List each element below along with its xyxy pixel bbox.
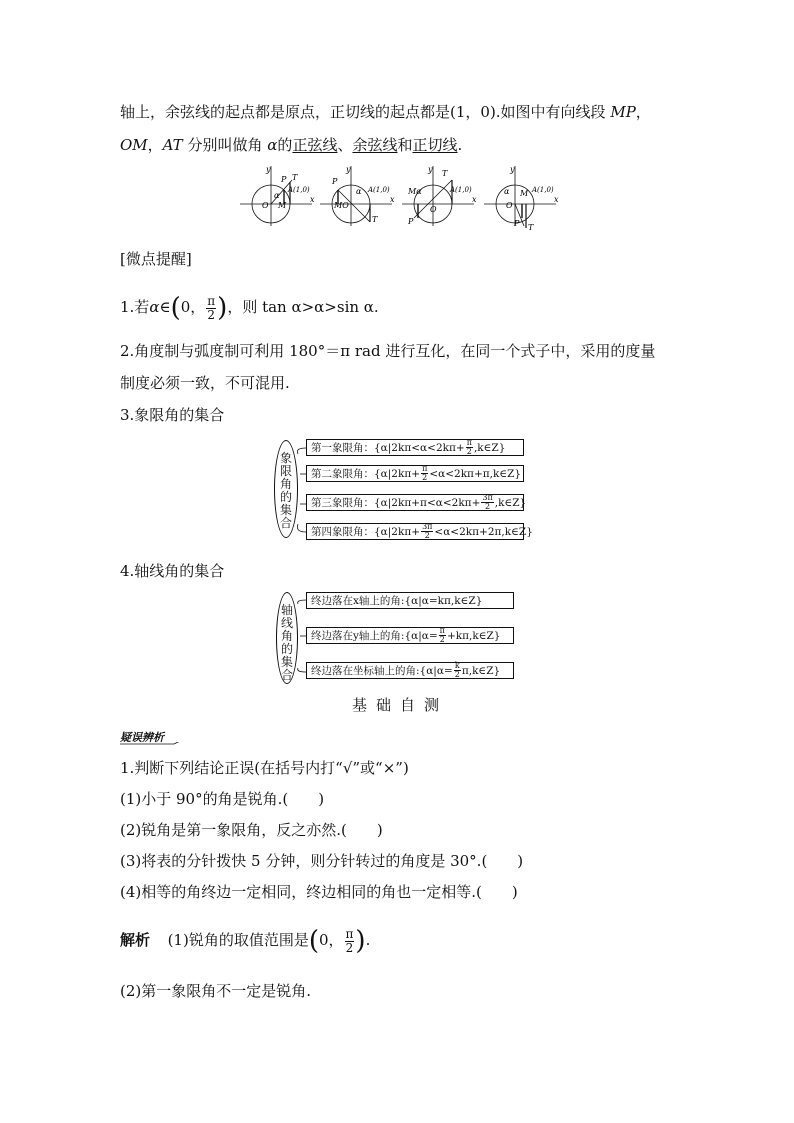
q1-num: π	[466, 438, 472, 447]
solution-zero: 0，	[318, 931, 344, 949]
tip1-in: ∈	[159, 298, 171, 316]
solution-left-paren: (	[308, 926, 319, 956]
q4-suffix: <α<2kπ+2π,k∈Z}	[434, 525, 533, 538]
intro-de: 的	[277, 136, 293, 154]
fig2-alpha: α	[356, 187, 362, 196]
q3-num: 3π	[482, 493, 493, 502]
axis-x-box	[306, 592, 514, 609]
unit-circle-figures	[240, 160, 560, 232]
fig4-x-label: x	[554, 195, 559, 204]
fig3-t-label: T	[442, 169, 448, 178]
segment-mp: MP	[610, 103, 636, 121]
q1-fraction	[466, 439, 473, 456]
quadrant-set-label: 象限角的集合	[279, 451, 292, 530]
quadrant-1-box	[306, 439, 524, 456]
solution-line-2: (2)第一象限角不一定是锐角.	[120, 982, 312, 1000]
fig3-y-label: y	[428, 165, 433, 174]
q2-den: 2	[422, 473, 428, 482]
intro-sep: 、	[337, 136, 353, 154]
segment-om: OM	[120, 136, 148, 154]
tip1-num: π	[207, 293, 216, 308]
q3-den: 2	[485, 502, 491, 511]
fig4-m-label: M	[520, 189, 529, 198]
fig4-t-label: T	[528, 223, 534, 232]
q3-fraction	[481, 494, 493, 511]
axis-y-prefix: 终边落在y轴上的角:{α|α=	[311, 629, 438, 642]
fig1-a-label: A(1,0)	[288, 186, 310, 194]
q3-suffix: ,k∈Z}	[494, 496, 527, 509]
intro-text-1: 轴上，余弦线的起点都是原点，正切线的起点都是(1，0).如图中有向线段	[120, 103, 606, 121]
left-paren: (	[170, 293, 181, 323]
axis-both-den: 2	[454, 670, 460, 679]
solution-p1-end: .	[365, 931, 371, 949]
q4-num: 3π	[422, 522, 433, 531]
axis-x-text: 终边落在x轴上的角:{α|α=kπ,k∈Z}	[311, 594, 483, 607]
tip-4: 4.轴线角的集合	[120, 562, 225, 580]
solution-fraction	[345, 928, 355, 955]
intro-line-1	[120, 102, 651, 122]
fig4-alpha: α	[504, 187, 510, 196]
axis-both-fraction	[454, 662, 461, 679]
fig4-p-label: P	[514, 219, 520, 228]
tangent-line-term: 正切线	[412, 136, 458, 154]
fig4-o-label: O	[506, 201, 513, 210]
error-analysis-tag: 疑误辨析	[120, 731, 164, 744]
solution-right-paren: )	[355, 926, 366, 956]
figure-quadrant-4	[484, 165, 559, 232]
fig2-y-label: y	[346, 165, 351, 174]
alpha-symbol: α	[267, 136, 278, 154]
q2-prefix: 第二象限角：{α|2kπ+	[311, 467, 421, 480]
fig1-p-label: P	[281, 175, 287, 184]
q4-fraction	[421, 523, 433, 540]
quadrant-3-box	[306, 493, 527, 511]
figure-quadrant-2	[320, 165, 395, 226]
q4-prefix: 第四象限角：{α|2kπ+	[311, 525, 421, 538]
tip-1	[120, 292, 379, 322]
axis-y-box	[306, 627, 514, 644]
solution-label: 解析	[120, 931, 151, 949]
figure-quadrant-3	[402, 165, 477, 226]
cosine-line-term: 余弦线	[352, 136, 398, 154]
segment-at: AT	[162, 136, 183, 154]
axis-both-box	[306, 662, 514, 679]
intro-text-2: 分别叫做角	[187, 136, 263, 154]
tip-3: 3.象限角的集合	[120, 406, 225, 424]
q2-fraction	[421, 465, 428, 482]
fig3-o-label: O	[430, 205, 437, 214]
tip1-fraction	[206, 295, 216, 322]
section-title: 基础自测	[352, 696, 449, 714]
statement-1: (1)小于 90°的角是锐角.( )	[120, 790, 325, 808]
fig3-p-label: P	[408, 217, 414, 226]
axis-y-num: π	[439, 626, 445, 635]
tip1-suffix: ，则 tan α>α>sin α.	[227, 298, 379, 316]
q1-prefix: 第一象限角：{α|2kπ<α<2kπ+	[311, 441, 465, 454]
fig2-p-label: P	[332, 177, 338, 186]
axis-y-suffix: +kπ,k∈Z}	[446, 629, 501, 642]
tag-underline	[120, 742, 186, 748]
axis-set-label: 轴线角的集合	[280, 603, 293, 682]
fig2-t-label: T	[372, 215, 378, 224]
intro-comma: ，	[635, 103, 651, 121]
fig1-x-label: x	[310, 195, 315, 204]
intro-comma-2: ，	[147, 136, 163, 154]
tips-heading: [微点提醒]	[120, 250, 192, 268]
intro-and: 和	[397, 136, 413, 154]
tip1-zero: 0，	[180, 298, 206, 316]
fig4-a-label: A(1,0)	[532, 186, 554, 194]
quadrant-2-box	[306, 465, 524, 482]
tip-2-line-2: 制度必须一致，不可混用.	[120, 374, 290, 392]
axis-both-prefix: 终边落在坐标轴上的角:{α|α=	[311, 664, 453, 677]
q2-num: π	[422, 464, 428, 473]
fig3-ma-label: Mα	[408, 187, 422, 196]
fig2-x-label: x	[390, 195, 395, 204]
fig4-y-label: y	[510, 165, 515, 174]
fig1-o-label: O	[262, 201, 269, 210]
axis-y-fraction	[439, 627, 446, 644]
intro-line-2	[120, 135, 462, 155]
solution-line-1	[120, 925, 370, 955]
fig1-t-label: T	[292, 173, 298, 182]
tip-2-line-1: 2.角度制与弧度制可利用 180°＝π rad 进行互化，在同一个式子中，采用的度量	[120, 342, 656, 360]
fig1-alpha: α	[274, 191, 280, 200]
q1-den: 2	[466, 447, 472, 456]
solution-num: π	[345, 926, 354, 941]
fig1-m-label: M	[278, 201, 287, 210]
fig2-mo-label: MO	[334, 201, 349, 210]
fig2-a-label: A(1,0)	[368, 186, 390, 194]
q3-prefix: 第三象限角：{α|2kπ+π<α<2kπ+	[311, 496, 481, 509]
question-1: 1.判断下列结论正误(在括号内打“√”或“×”)	[120, 759, 409, 777]
right-paren: )	[217, 293, 228, 323]
q1-suffix: ,k∈Z}	[473, 441, 506, 454]
statement-3: (3)将表的分针拨快 5 分钟，则分针转过的角度是 30°.( )	[120, 852, 524, 870]
fig3-a-label: A(1,0)	[450, 186, 472, 194]
axis-y-den: 2	[439, 635, 445, 644]
tip1-alpha: α	[149, 298, 160, 316]
axis-both-num: k	[454, 661, 460, 670]
fig1-y-label: y	[266, 165, 271, 174]
sine-line-term: 正弦线	[292, 136, 338, 154]
tip1-den: 2	[207, 307, 216, 322]
q4-den: 2	[424, 531, 430, 540]
figure-quadrant-1	[240, 165, 315, 226]
q2-suffix: <α<2kπ+π,k∈Z}	[429, 467, 522, 480]
intro-end: .	[457, 136, 463, 154]
tip1-prefix: 1.若	[120, 298, 150, 316]
quadrant-4-box	[306, 522, 533, 540]
statement-4: (4)相等的角终边一定相同，终边相同的角也一定相等.( )	[120, 883, 518, 901]
solution-p1-prefix: (1)锐角的取值范围是	[167, 931, 309, 949]
axis-both-suffix: π,k∈Z}	[461, 664, 501, 677]
solution-den: 2	[345, 940, 354, 955]
statement-2: (2)锐角是第一象限角，反之亦然.( )	[120, 821, 383, 839]
fig3-x-label: x	[472, 195, 477, 204]
